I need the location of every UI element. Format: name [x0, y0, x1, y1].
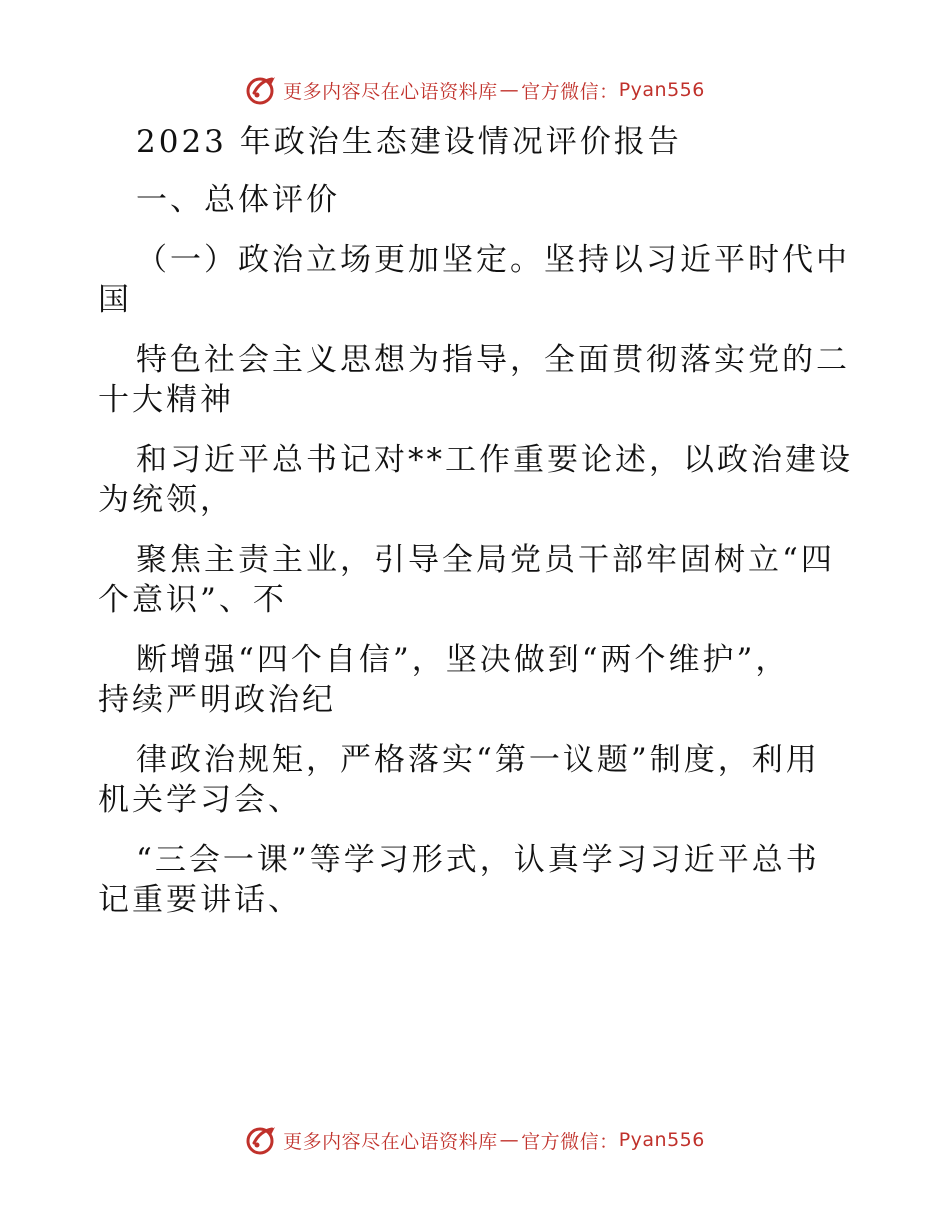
watermark-header: [0, 70, 950, 110]
paragraph: [98, 340, 858, 420]
paragraph: [98, 540, 858, 620]
section-heading: 一、总体评价: [136, 182, 340, 218]
watermark-wechat-id: Pyan556: [618, 1129, 705, 1151]
document-body: [98, 122, 858, 940]
paragraph-line: 为统领，: [98, 482, 234, 518]
paragraph-line: 机关学习会、: [98, 782, 302, 818]
paragraph-line: 特色社会主义思想为指导，全面贯彻落实党的二: [136, 342, 850, 378]
paragraph: [98, 240, 858, 320]
watermark-wechat-label: 官方微信：: [521, 80, 619, 103]
paragraph: [98, 740, 858, 820]
paragraph: [98, 640, 858, 720]
watermark-text: 更多内容尽在心语资料库: [283, 80, 498, 103]
paragraph-line: 记重要讲话、: [98, 882, 302, 918]
document-title: 2023 年政治生态建设情况评价报告: [136, 124, 682, 160]
watermark-wechat-id: Pyan556: [618, 79, 705, 101]
paragraph-line: 国: [98, 282, 132, 318]
paragraph-line: 持续严明政治纪: [98, 682, 336, 718]
paragraph-line: 和习近平总书记对**工作重要论述，以政治建设: [136, 442, 853, 478]
paragraph-line: 十大精神: [98, 382, 234, 418]
watermark-dash: —: [499, 1129, 520, 1151]
paragraph-line: （一）政治立场更加坚定。坚持以习近平时代中: [136, 242, 850, 278]
paragraph-line: 断增强“四个自信”，坚决做到“两个维护”，: [136, 642, 790, 678]
paragraph: [98, 440, 858, 520]
watermark-text: 更多内容尽在心语资料库: [283, 1130, 498, 1153]
paragraph-line: “三会一课”等学习形式，认真学习习近平总书: [136, 842, 820, 878]
watermark-dash: —: [499, 79, 520, 101]
pen-swirl-icon: [245, 73, 279, 107]
paragraph-line: 律政治规矩，严格落实“第一议题”制度，利用: [136, 742, 820, 778]
watermark-wechat-label: 官方微信：: [521, 1130, 619, 1153]
paragraph-line: 个意识”、不: [98, 582, 287, 618]
pen-swirl-icon: [245, 1123, 279, 1157]
watermark-footer: [0, 1120, 950, 1160]
paragraph-line: 聚焦主责主业，引导全局党员干部牢固树立“四: [136, 542, 835, 578]
paragraph: [98, 840, 858, 920]
